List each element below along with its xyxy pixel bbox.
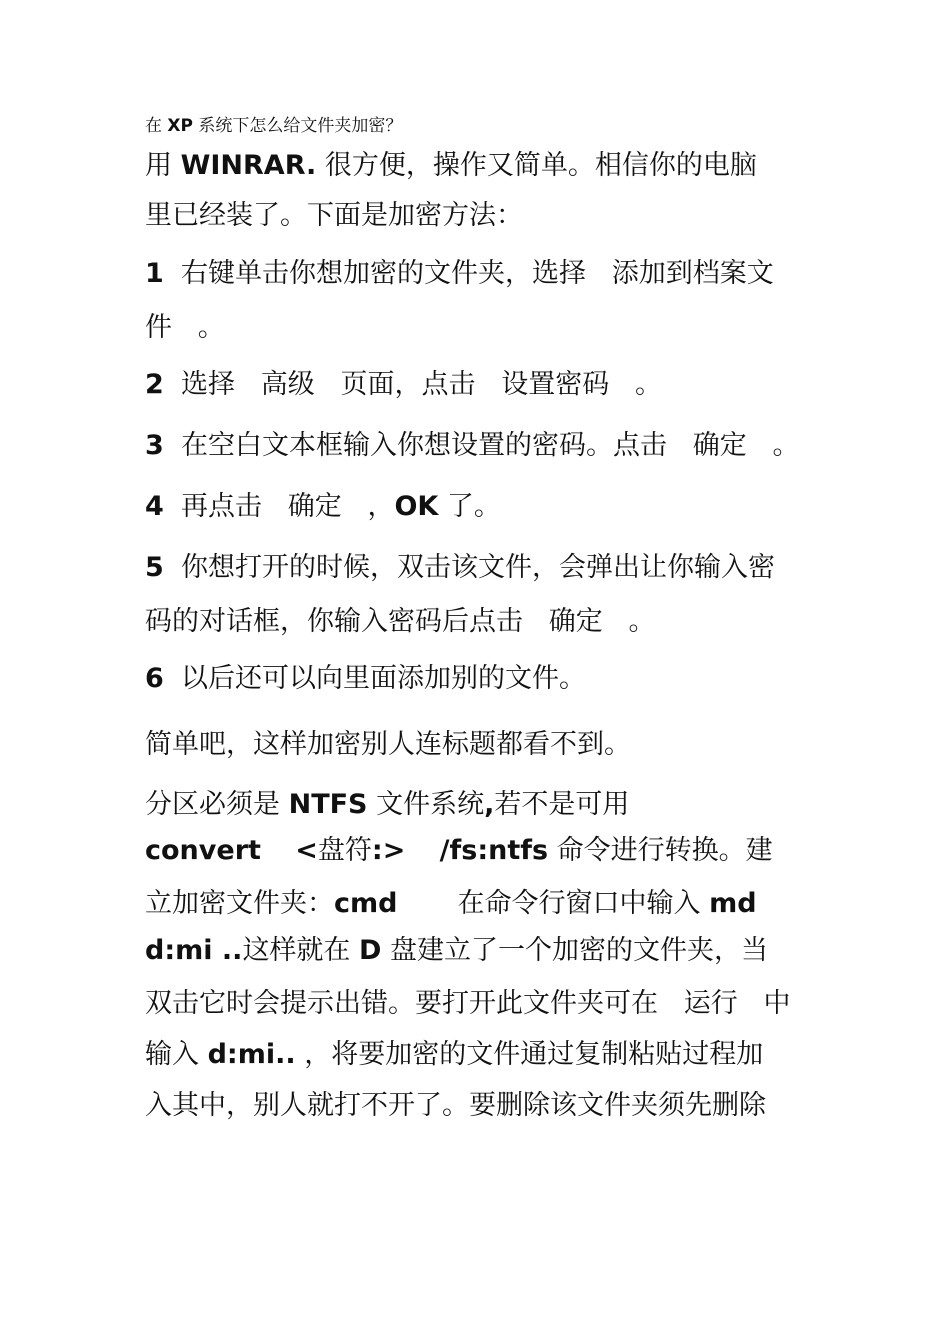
ntfs-line-6 [145, 1038, 763, 1072]
intro-line-1 [145, 149, 757, 183]
drive-letter-placeholder: 盘符 [317, 835, 372, 866]
step-text: 在空白文本框输入你想设置的密码。点击 确定 。 [163, 430, 800, 461]
cmd-command: cmd [334, 888, 398, 919]
ntfs-line-2-end: 命令进行转换。建 [548, 835, 773, 866]
folder-path: d:mi .. [145, 935, 243, 966]
step-text: 你想打开的时候，双击该文件，会弹出让你输入密 [163, 552, 775, 583]
step-number: 1 [145, 258, 164, 289]
fs-option: /fs:ntfs [439, 835, 549, 866]
step-4 [145, 490, 501, 524]
step-text: 选择 高级 页面，点击 设置密码 。 [163, 369, 662, 400]
step-number: 3 [145, 430, 164, 461]
folder-path-open: d:mi.. [207, 1039, 296, 1070]
ntfs-line-5: 双击它时会提示出错。要打开此文件夹可在 运行 中 [145, 988, 791, 1019]
step-number: 2 [145, 369, 164, 400]
ntfs-text: 分区必须是 [145, 789, 289, 820]
winrar-name: WINRAR. [180, 150, 317, 181]
step-6 [145, 662, 586, 696]
title-xp: XP [167, 116, 193, 136]
ntfs-line-4 [145, 934, 768, 968]
ntfs-line-6-text: 输入 [145, 1039, 208, 1070]
ntfs-comma: , [484, 789, 495, 820]
step-5-continued: 码的对话框，你输入密码后点击 确定 。 [145, 606, 656, 637]
ntfs-line-1 [145, 788, 629, 822]
step-5 [145, 551, 775, 585]
md-command: md [709, 888, 757, 919]
step-number: 4 [145, 491, 164, 522]
ntfs-name: NTFS [288, 789, 368, 820]
convert-command: convert [145, 835, 261, 866]
title-text: 在 [145, 116, 168, 136]
ntfs-line-2 [145, 834, 773, 868]
step-text: 以后还可以向里面添加别的文件。 [163, 663, 586, 694]
intro-text-end: 很方便，操作又简单。相信你的电脑 [316, 150, 757, 181]
step-3 [145, 429, 799, 463]
angle-close: :> [371, 835, 406, 866]
title-text-end: 系统下怎么给文件夹加密？ [192, 116, 403, 136]
step-text: 右键单击你想加密的文件夹，选择 添加到档案文 [163, 258, 774, 289]
ntfs-line-3-mid: 在命令行窗口中输入 [397, 888, 710, 919]
summary-line: 简单吧，这样加密别人连标题都看不到。 [145, 729, 631, 760]
ntfs-line-3-text: 立加密文件夹： [145, 888, 334, 919]
spacer [405, 835, 439, 866]
angle-open: < [295, 835, 318, 866]
step-text-end: 了。 [438, 491, 501, 522]
step-2 [145, 368, 662, 402]
step-number: 5 [145, 552, 164, 583]
drive-d: D [359, 935, 382, 966]
ntfs-line-3 [145, 887, 757, 921]
ntfs-line-7: 入其中，别人就打不开了。要删除该文件夹须先删除 [145, 1090, 766, 1121]
ntfs-text-end: 若不是可用 [494, 789, 630, 820]
ntfs-line-4-end: 盘建立了一个加密的文件夹，当 [381, 935, 769, 966]
intro-text: 用 [145, 150, 181, 181]
step-1 [145, 257, 774, 291]
document-title [145, 115, 402, 137]
ntfs-line-4-mid: 这样就在 [242, 935, 360, 966]
ntfs-text-mid: 文件系统 [367, 789, 485, 820]
step-text: 再点击 确定 ， [163, 491, 395, 522]
ntfs-line-6-end: ，将要加密的文件通过复制粘贴过程加 [295, 1039, 764, 1070]
spacer [261, 835, 295, 866]
step-number: 6 [145, 663, 164, 694]
ok-text: OK [394, 491, 439, 522]
intro-line-2: 里已经装了。下面是加密方法： [145, 200, 523, 231]
step-1-continued: 件 。 [145, 312, 225, 343]
